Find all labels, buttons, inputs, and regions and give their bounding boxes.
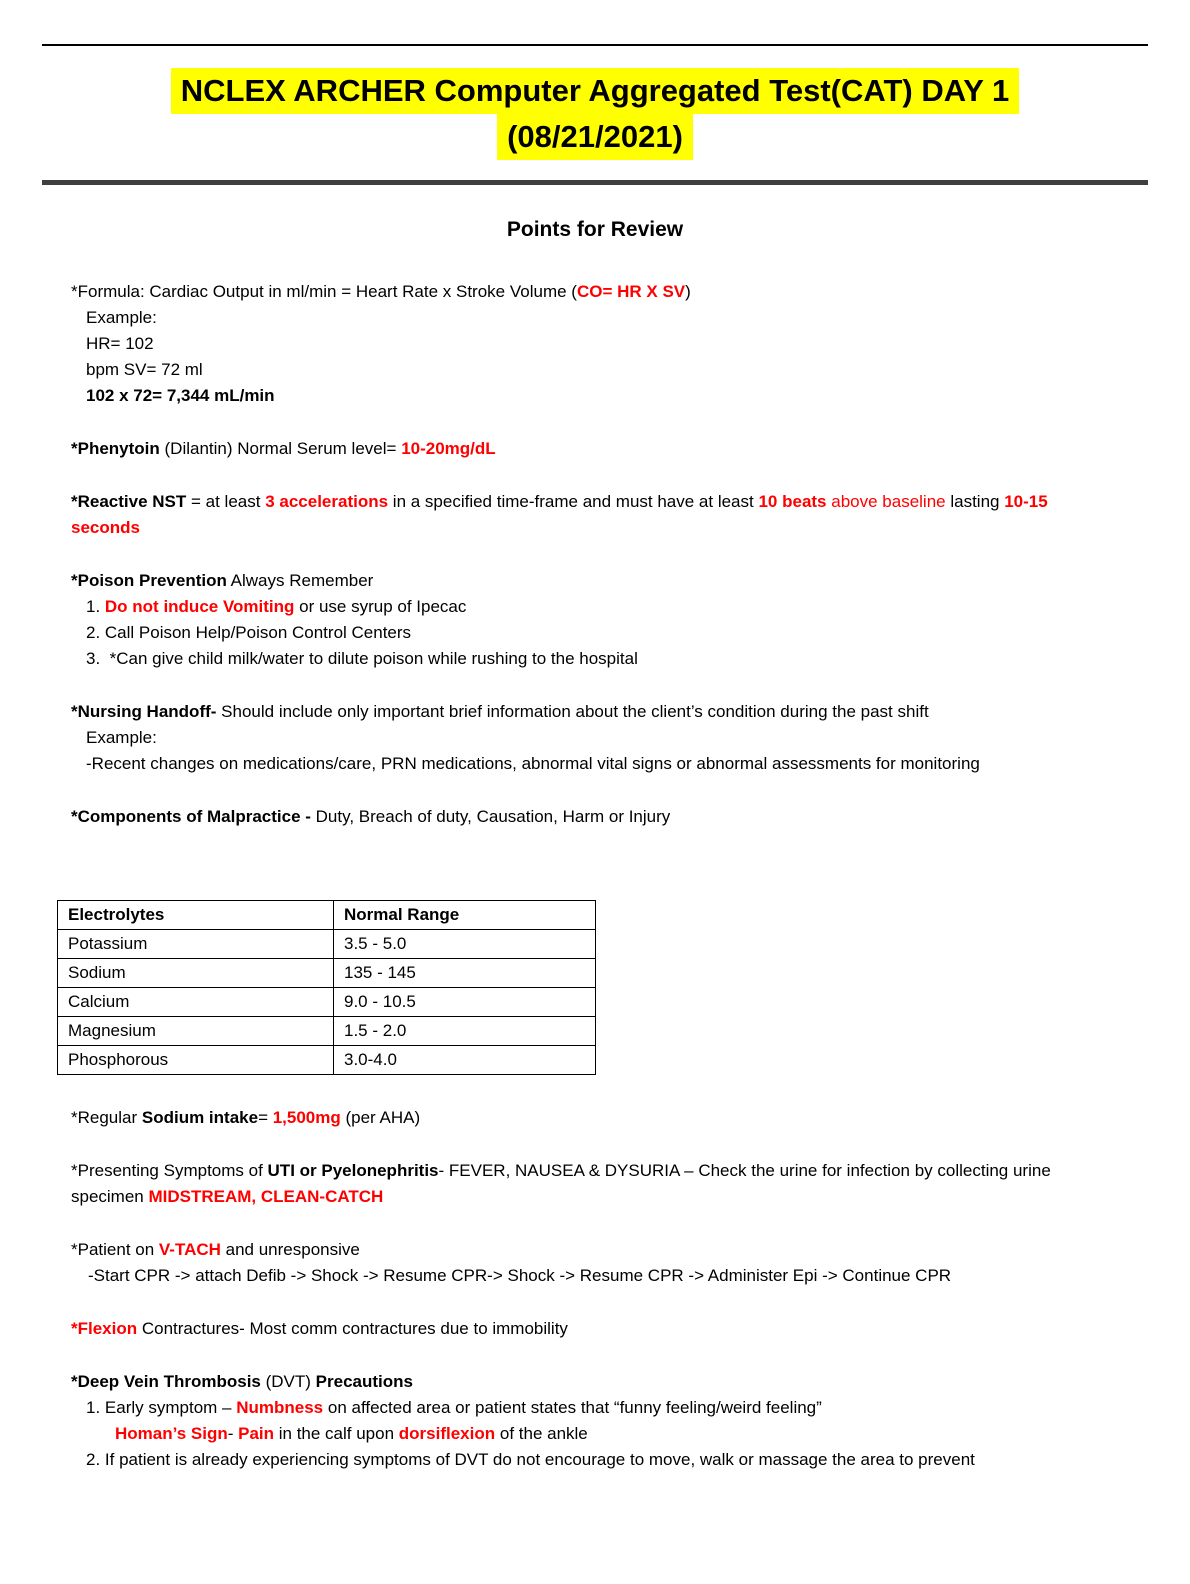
text-segment: - FEVER, NAUSEA & DYSURIA – Check the urine for infection by collecting urine specimen [71,1161,1056,1206]
vtach-paragraph [71,1237,1120,1289]
uti-text [71,1158,1120,1210]
phenytoin-paragraph [71,436,1120,462]
table-cell: 9.0 - 10.5 [334,988,596,1017]
reactive-nst-text [71,489,1120,541]
text-segment: (Dilantin) Normal Serum level= [159,439,402,458]
dvt-homans-sign-line [115,1421,1120,1447]
formula-paragraph [71,279,1120,409]
top-divider [42,44,1148,46]
text-segment: and unresponsive [220,1240,360,1259]
poison-item-3: 3. *Can give child milk/water to dilute poison while rushing to the hospital [86,649,638,668]
poison-vomiting-highlight: Do not induce Vomiting [104,597,295,616]
text-segment: *Presenting Symptoms of [71,1161,268,1180]
table-header-row [58,901,596,930]
list-number: 1. [86,597,105,616]
document-page [0,44,1190,1473]
table-row-potassium [58,930,596,959]
dvt-item-1 [86,1395,1120,1421]
vtach-highlight: V-TACH [158,1240,221,1259]
table-cell: Phosphorous [58,1046,334,1075]
nst-beats-highlight: 10 beats [758,492,827,511]
table-cell: Sodium [58,959,334,988]
poison-heading [71,568,1120,594]
table-cell: 3.5 - 5.0 [334,930,596,959]
poison-prevention-paragraph [71,568,1120,672]
text-segment: or use syrup of Ipecac [294,597,467,616]
text-segment: Contractures- Most comm contractures due to immobility [137,1319,568,1338]
text-segment: (per AHA) [340,1108,421,1127]
document-title-line1: NCLEX ARCHER Computer Aggregated Test(CAT) DAY 1 [171,68,1019,114]
sodium-intake-paragraph [71,1105,1120,1131]
pain-highlight: Pain [238,1424,275,1443]
nst-label: *Reactive NST [71,492,187,511]
nursing-handoff-paragraph [71,699,1120,777]
dvt-label: *Deep Vein Thrombosis [71,1372,266,1391]
text-segment: lasting [945,492,1005,511]
table-cell: 3.0-4.0 [334,1046,596,1075]
dorsiflexion-highlight: dorsiflexion [398,1424,496,1443]
handoff-line-detail: -Recent changes on medications/care, PRN medications, abnormal vital signs or abnormal assessments for monitoring [86,754,980,773]
text-segment: *Patient on [71,1240,159,1259]
uti-midstream-highlight: MIDSTREAM, CLEAN-CATCH [148,1187,384,1206]
text-segment: (DVT) [265,1372,316,1391]
poison-item-2: 2. Call Poison Help/Poison Control Centers [86,623,412,642]
document-body [0,243,1190,1473]
dvt-precautions-label: Precautions [315,1372,413,1391]
text-segment: Always Remember [226,571,374,590]
table-cell: 135 - 145 [334,959,596,988]
electrolytes-table [57,900,596,1075]
electrolytes-table-section [68,900,1120,1075]
table-row-calcium [58,988,596,1017]
handoff-line-example: Example: [86,728,157,747]
text-segment: in the calf upon [274,1424,399,1443]
sodium-amount-highlight: 1,500mg [272,1108,341,1127]
electrolytes-header-cell: Electrolytes [58,901,334,930]
section-heading: Points for Review [506,218,684,241]
nst-accelerations-highlight: 3 accelerations [265,492,389,511]
table-cell: Potassium [58,930,334,959]
table-row-sodium [58,959,596,988]
table-row-phosphorous [58,1046,596,1075]
table-row-magnesium [58,1017,596,1046]
document-title-line2: (08/21/2021) [497,114,693,160]
text-segment: *Regular [71,1108,142,1127]
document-title [0,68,1190,160]
uti-label: UTI or Pyelonephritis [267,1161,439,1180]
poison-label: *Poison Prevention [71,571,227,590]
table-cell: Calcium [58,988,334,1017]
nst-baseline-highlight: above baseline [826,492,946,511]
homans-sign-highlight: Homan’s Sign [115,1424,228,1443]
text-segment: *Formula: Cardiac Output in ml/min = Heart Rate x Stroke Volume ( [71,282,577,301]
text-segment: in a specified time-frame and must have at least [388,492,759,511]
text-segment: ) [685,282,691,301]
text-segment: = at least [186,492,266,511]
malpractice-label: *Components of Malpractice - [71,807,311,826]
handoff-label: *Nursing Handoff- [71,702,217,721]
formula-line-hr: HR= 102 [86,334,154,353]
phenytoin-range-highlight: 10-20mg/dL [401,439,496,458]
sodium-intake-label: Sodium intake [141,1108,259,1127]
text-segment: 1. Early symptom – [86,1398,237,1417]
vtach-line-main [71,1237,1120,1263]
text-segment: - [227,1424,239,1443]
title-divider [42,180,1148,185]
uti-paragraph [71,1158,1120,1210]
handoff-line-main [71,699,1120,725]
dvt-numbness-highlight: Numbness [236,1398,324,1417]
formula-line-main [71,279,1120,305]
text-segment: = [258,1108,273,1127]
poison-item-1 [86,594,1120,620]
text-segment: Duty, Breach of duty, Causation, Harm or Injury [310,807,671,826]
text-segment: Should include only important brief information about the client’s condition during the past shift [216,702,929,721]
formula-line-example: Example: [86,308,157,327]
normal-range-header-cell: Normal Range [334,901,596,930]
vtach-sequence-line: -Start CPR -> attach Defib -> Shock -> Resume CPR-> Shock -> Resume CPR -> Administer Epi -> Continue CPR [88,1266,952,1285]
flexion-highlight: *Flexion [71,1319,138,1338]
table-cell: 1.5 - 2.0 [334,1017,596,1046]
formula-co-highlight: CO= HR X SV [576,282,686,301]
flexion-paragraph [71,1316,1120,1342]
table-cell: Magnesium [58,1017,334,1046]
text-segment: of the ankle [495,1424,588,1443]
reactive-nst-paragraph [71,489,1120,541]
formula-line-result: 102 x 72= 7,344 mL/min [86,386,275,405]
sodium-intake-line [71,1105,1120,1131]
phenytoin-line [71,436,1120,462]
malpractice-line [71,804,1120,830]
flexion-line [71,1316,1120,1342]
malpractice-paragraph [71,804,1120,830]
phenytoin-label: *Phenytoin [71,439,160,458]
nst-seconds-highlight: 10-15 seconds [71,492,1053,537]
text-segment: on affected area or patient states that “funny feeling/weird feeling” [323,1398,822,1417]
dvt-heading [71,1369,1120,1395]
dvt-item-2: 2. If patient is already experiencing symptoms of DVT do not encourage to move, walk or massage the area to prevent [86,1450,975,1469]
formula-line-sv: bpm SV= 72 ml [86,360,203,379]
dvt-paragraph [71,1369,1120,1473]
